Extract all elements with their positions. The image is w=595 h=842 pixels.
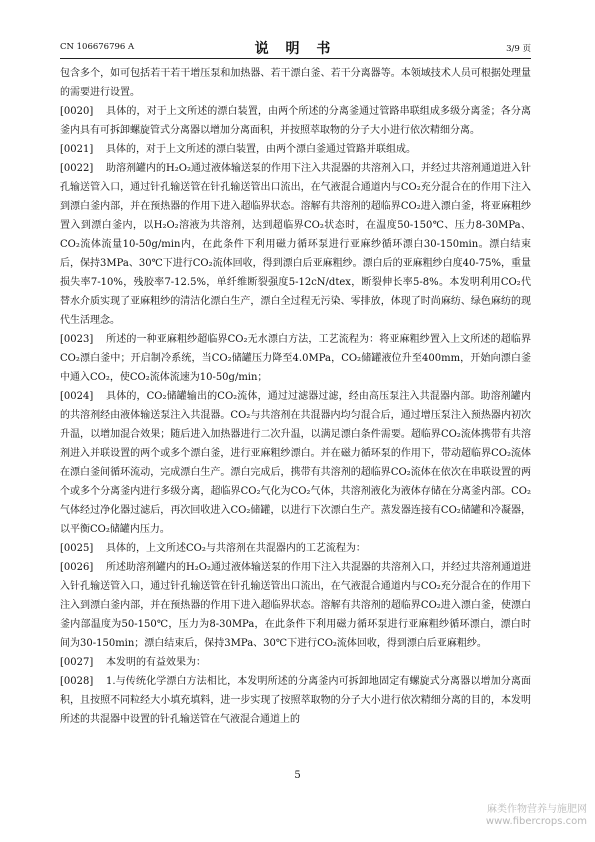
paragraph [60,539,531,558]
watermark [486,804,587,828]
paragraph-number: [0024] [60,391,94,402]
paragraph-number: [0022] [60,163,94,174]
paragraph-number: [0023] [60,334,94,345]
paragraph-number: [0026] [60,562,94,573]
paragraph [60,64,531,102]
paragraph-number: [0021] [60,144,94,155]
paragraph-text: 助溶剂罐内的H₂O₂通过液体输送泵的作用下注入共混器的共溶剂入口，并经过共溶剂通道进入针孔输送管入口，通过针孔输送管在针孔输送管出口流出，在气液混合通道内与CO₂充分混合在的作用下注入到漂白釜内部，并在预热器的作用下进入超临界状态。溶解有共溶剂的超临界CO₂进入漂白釜，将亚麻粗纱置入到漂白釜内，以H₂O₂溶液为共溶剂，达到超临界CO₂状态时，在温度50-150℃、压力8-30MPa、CO₂流体流量10-50g/min内，在此条件下利用磁力循环泵进行亚麻纱循环漂白30-150min。漂白结束后，保持3MPa、30℃下进行CO₂流体回收，得到漂白后亚麻粗纱。漂白后的亚麻粗纱白度40-75%，重量损失率7-10%，残胶率7-12.5%，单纤维断裂强度5-12cN/dtex，断裂伸长率5-8%。本发明利用CO₂代替水介质实现了亚麻粗纱的清洁化漂白生产，漂白全过程无污染、零排放，体现了时尚麻纺、绿色麻纺的现代生活理念。 [60,163,531,326]
paragraph-text: 所述的一种亚麻粗纱超临界CO₂无水漂白方法，工艺流程为：将亚麻粗纱置入上文所述的超临界CO₂漂白釜中；开启制冷系统，当CO₂储罐压力降至4.0MPa，CO₂储罐液位升至400mm，开始向漂白釜中通入CO₂，使CO₂流体流速为10-50g/min； [60,334,531,383]
page-number: 5 [294,770,301,781]
document-number: CN 106676796 A [60,42,135,52]
paragraph [60,102,531,140]
paragraph [60,672,531,729]
paragraph-number: [0025] [60,543,94,554]
paragraph [60,140,531,159]
paragraph-number: [0027] [60,657,94,668]
paragraph [60,387,531,539]
paragraph [60,558,531,653]
paragraph [60,330,531,387]
paragraph [60,653,531,672]
watermark-url: www.fibercrops.com [485,816,587,827]
paragraph-text: 本发明的有益效果为： [106,657,206,668]
header-rule [60,58,531,59]
document-title: 说 明 书 [254,41,337,57]
paragraph-text: 具体的，上文所述CO₂与共溶剂在共混器内的工艺流程为： [106,543,366,554]
paragraph-text: 所述助溶剂罐内的H₂O₂通过液体输送泵的作用下注入共混器的共溶剂入口，并经过共溶剂通道进入针孔输送管入口，通过针孔输送管在针孔输送管出口流出，在气液混合通道内与CO₂充分混合在的作用下注入到漂白釜内部，并在预热器的作用下进入超临界状态。溶解有共溶剂的超临界CO₂进入漂白釜，使漂白釜内部温度为50-150℃，压力为8-30MPa，在此条件下利用磁力循环泵进行亚麻粗纱循环漂白，漂白时间为30-150min；漂白结束后，保持3MPa、30℃下进行CO₂流体回收，得到漂白后亚麻粗纱。 [60,562,531,649]
paragraph-number: [0020] [60,106,94,117]
paragraph-number: [0028] [60,676,94,687]
watermark-line: 麻类作物营养与施肥网 [487,804,587,815]
document-body [60,64,531,729]
page-indicator: 3/9 页 [506,44,531,54]
paragraph-text: 1.与传统化学漂白方法相比，本发明所述的分离釜内可拆卸地固定有螺旋式分离器以增加分离面积，且按照不同粒经大小填充填料，进一步实现了按照萃取物的分子大小进行依次精细分离的目的，本发明所述的共混器中设置的针孔输送管在气液混合通道上的 [60,676,531,725]
paragraph-text: 具体的，CO₂储罐输出的CO₂流体，通过过滤器过滤，经由高压泵注入共混器内部。助溶剂罐内的共溶剂经由液体输送泵注入共混器。CO₂与共溶剂在共混器内均匀混合后，通过增压泵注入预热器内初次升温，以增加混合效果；随后进入加热器进行二次升温，以满足漂白条件需要。超临界CO₂流体携带有共溶剂进入并联设置的两个或多个漂白釜，进行亚麻粗纱漂白。并在磁力循环泵的作用下，带动超临界CO₂流体在漂白釜间循环流动，完成漂白生产。漂白完成后，携带有共溶剂的超临界CO₂流体在依次在串联设置的两个或多个分离釜内进行多级分离，超临界CO₂气化为CO₂气体，共溶剂液化为液体存储在分离釜内部。CO₂气体经过净化器过滤后，再次回收进入CO₂储罐，以进行下次漂白生产。蒸发器连接有CO₂储罐和冷凝器，以平衡CO₂储罐内压力。 [60,391,531,535]
page-header [60,38,531,56]
paragraph-text: 具体的，对于上文所述的漂白装置，由两个漂白釜通过管路并联组成。 [106,144,416,155]
paragraph [60,159,531,330]
paragraph-text: 包含多个，如可包括若干若干增压泵和加热器、若干漂白釜、若干分离器等。本领域技术人员可根据处理量的需要进行设置。 [60,68,531,98]
paragraph-text: 具体的，对于上文所述的漂白装置，由两个所述的分离釜通过管路串联组成多级分离釜；各分离釜内具有可拆卸螺旋管式分离器以增加分离面积，并按照萃取物的分子大小进行依次精细分离。 [60,106,531,136]
